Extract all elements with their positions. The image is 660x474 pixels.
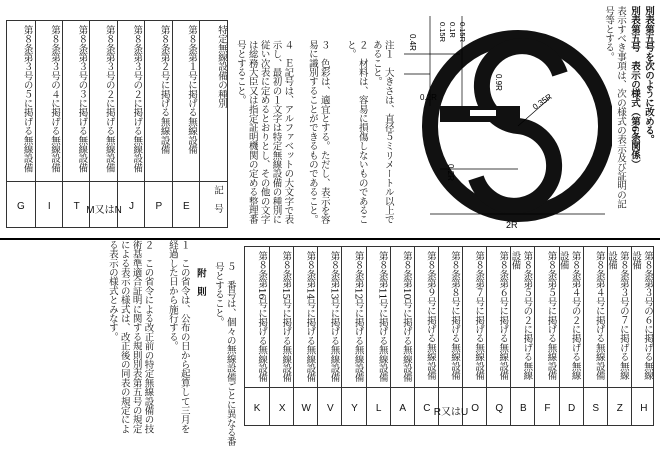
label-0-15r-a: 0.15R	[438, 22, 447, 43]
table-row	[86, 21, 122, 227]
supplementary-title: 附 則	[194, 268, 206, 296]
device-symbol: X	[278, 403, 286, 414]
device-name: 第８条第３号の７に掲げる無線設備	[605, 251, 629, 380]
device-name: 第８条第３号の２に掲げる無線設備	[103, 25, 115, 173]
device-name: 第８条第４号に掲げる無線設備	[593, 251, 605, 380]
table-row	[366, 247, 390, 425]
supplementary-p1: １ この省令は、公布の日から起算して三月を経過した日から施行する。	[166, 240, 190, 434]
device-symbol: V	[327, 403, 334, 414]
label-0-2r: 0.2R	[420, 93, 437, 102]
table-row	[631, 247, 655, 425]
device-name: 第８条第５号の２に掲げる無線設備	[509, 251, 533, 380]
device-symbol: H	[640, 403, 648, 414]
note-5: ５ 番号は、個々の無線設備ごとに異なる番号とすること。	[212, 262, 236, 447]
device-symbol: I	[47, 201, 51, 212]
label-2r: 2R	[506, 220, 518, 230]
table-row	[172, 21, 199, 227]
intro-line-3: 表示すべき事項は、次の様式の表示及び証明の記号等とする。	[603, 6, 626, 209]
device-name: 第８条第１号に掲げる無線設備	[185, 25, 197, 154]
table-row	[414, 247, 438, 425]
device-name: 第８条第９号に掲げる無線設備	[424, 251, 436, 380]
table-row	[293, 247, 317, 425]
device-name: 第８条第８号に掲げる無線設備	[449, 251, 461, 380]
table-row	[341, 247, 365, 425]
table-row	[583, 247, 607, 425]
device-name: 第８条第14号に掲げる無線設備	[304, 251, 316, 383]
technical-mark-diagram	[400, 14, 612, 236]
device-type-table-2	[244, 246, 654, 426]
device-name: 第８条第３号の６に掲げる無線設備	[630, 251, 653, 380]
device-name: 第８条第12号に掲げる無線設備	[352, 251, 364, 383]
device-symbol: O	[471, 403, 479, 414]
table-row	[510, 247, 534, 425]
device-name: 第８条第４号の２に掲げる無線設備	[557, 251, 581, 380]
device-symbol: L	[375, 403, 382, 414]
device-name: 第８条第３号の５に掲げる無線設備	[21, 25, 33, 173]
label-0-35r: 0.35R	[530, 92, 554, 112]
intro-line-2: 別表第五号 表示の様式（第6条関係）	[629, 6, 640, 169]
device-name: 第８条第11号に掲げる無線設備	[376, 251, 388, 383]
separator-line	[0, 238, 660, 240]
device-symbol: J	[128, 201, 134, 212]
table-row	[607, 247, 631, 425]
table-row	[486, 247, 510, 425]
header-type: 特定無線設備の種別	[216, 25, 227, 108]
label-0-9r: 0.9R	[494, 74, 503, 91]
device-name: 第８条第16号に掲げる無線設備	[256, 251, 268, 383]
note-4: ４ Ｅ記号は、アルファベットの大文字で表示し、最初の１文字は特定無線設備の種別に従い次表に定めるとおりとし、その他の文字は総務大臣又は指定証明機関の定める整理番号とすること。	[234, 40, 294, 225]
device-symbol: M又はN	[86, 205, 122, 216]
device-name: 第８条第６号に掲げる無線設備	[497, 251, 509, 380]
device-name: 第８条第３号の２に掲げる無線設備	[131, 25, 143, 173]
device-name: 第８条第２号に掲げる無線設備	[158, 25, 170, 154]
device-symbol: A	[399, 403, 407, 414]
device-symbol: Z	[616, 403, 623, 414]
table-row	[462, 247, 486, 425]
supplementary-p2: ２ この省令による改正前の特定無線設備の技術基準適合証明に関する規則別表第五号の規定による表示の様式は、改正後の同表の規定による表示の様式とみなす。	[106, 240, 154, 434]
table-row	[269, 247, 293, 425]
table-row	[117, 21, 144, 227]
table-row	[433, 247, 469, 425]
device-symbol: B	[519, 403, 527, 414]
device-symbol: F	[544, 403, 551, 414]
device-name: 第８条第７号に掲げる無線設備	[473, 251, 485, 380]
device-symbol: C	[423, 403, 431, 414]
table-row	[534, 247, 558, 425]
device-name: 第８条第10号に掲げる無線設備	[400, 251, 412, 383]
table-row	[144, 21, 171, 227]
device-symbol: P	[155, 201, 163, 212]
device-symbol: W	[301, 403, 312, 414]
device-symbol: T	[73, 201, 80, 212]
device-symbol: E	[182, 201, 190, 212]
table-row	[7, 21, 34, 227]
table-row	[317, 247, 341, 425]
table-row	[390, 247, 414, 425]
device-name: 第８条第15号に掲げる無線設備	[280, 251, 292, 383]
header-symbol: 記 号	[212, 185, 223, 213]
table-header	[199, 21, 229, 227]
device-name: 第８条第５号に掲げる無線設備	[545, 251, 557, 380]
device-symbol: R又はU	[433, 407, 469, 418]
table-row	[35, 21, 62, 227]
device-symbol: K	[253, 403, 261, 414]
label-0-2r-b: 0.2R	[446, 164, 455, 181]
label-0-15r-b: 0.15R	[458, 22, 467, 43]
note-3: ３ 色彩は、適宜とする。ただし、表示を容易に識別することができるものであること。	[306, 40, 330, 225]
intro-line-1: 別表第五号を次のように改める。	[643, 6, 654, 145]
device-symbol: Y	[351, 403, 358, 414]
table-row	[62, 21, 89, 227]
device-symbol: Q	[495, 403, 504, 414]
device-type-table-1	[6, 20, 228, 228]
table-row	[559, 247, 583, 425]
note-1: 注１ 大きさは、直径５ミリメートル以上であること。	[370, 40, 394, 225]
table-row	[245, 247, 269, 425]
device-name: 第８条第13号に掲げる無線設備	[328, 251, 340, 383]
device-name: 第８条第３号の３に掲げる無線設備	[76, 25, 88, 173]
label-0-1r: 0.1R	[448, 22, 457, 38]
device-symbol: S	[592, 403, 600, 414]
note-2: ２ 材料は、容易に損傷しないものであること。	[344, 40, 368, 225]
label-0-4r: 0.4R	[408, 34, 417, 51]
bar-notch	[470, 110, 496, 116]
device-name: 第８条第３号の４に掲げる無線設備	[48, 25, 60, 173]
device-symbol: D	[567, 403, 576, 414]
device-symbol: G	[16, 201, 25, 212]
